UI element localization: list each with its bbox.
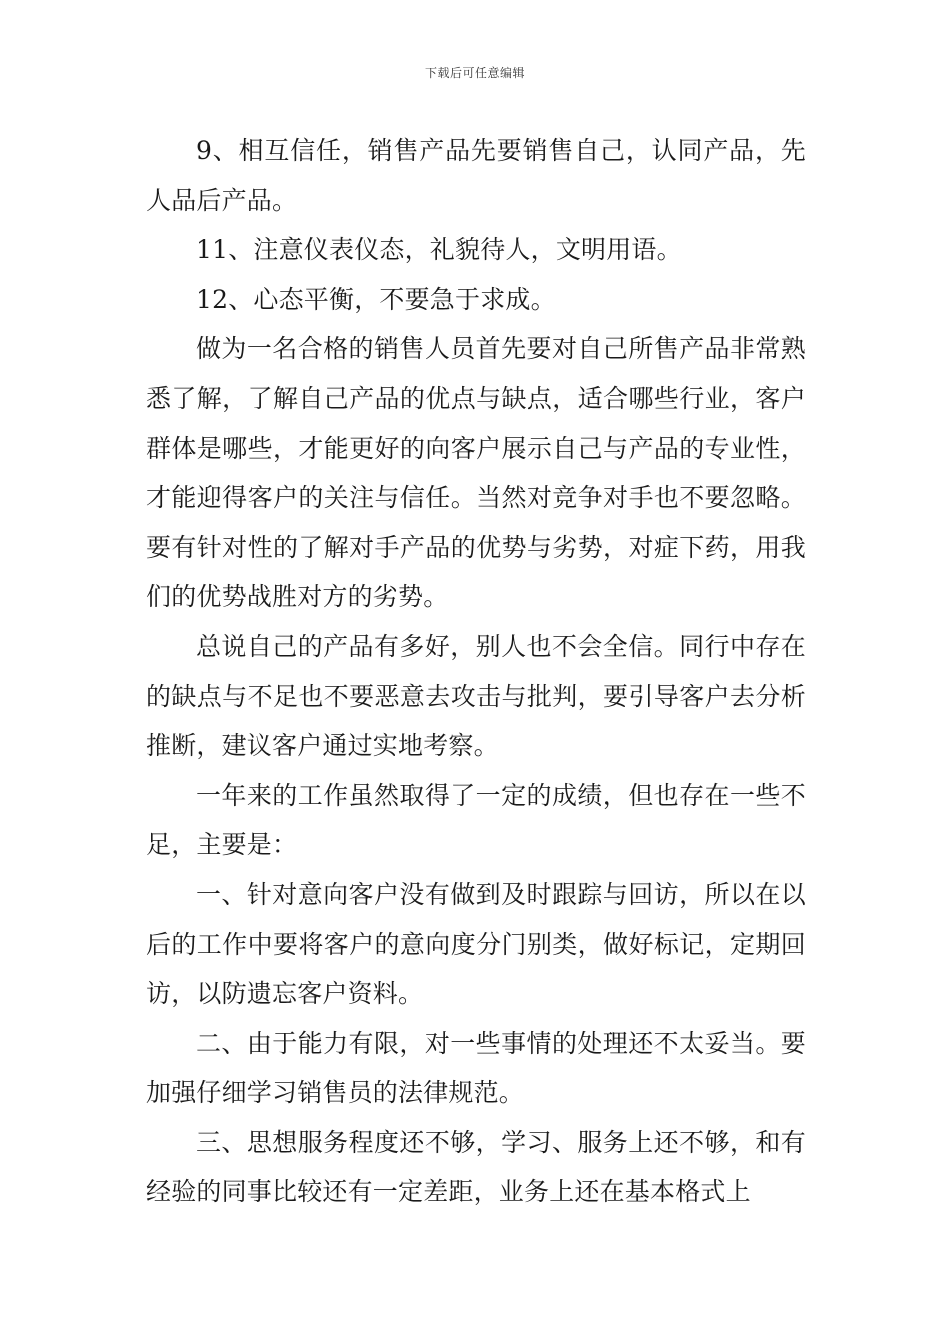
paragraph-customer-guidance: 总说自己的产品有多好，别人也不会全信。同行中存在的缺点与不足也不要恶意去攻击与批判，要引导客户去分析推断，建议客户通过实地考察。: [146, 631, 806, 761]
paragraph-item-12: 12、心态平衡，不要急于求成。: [196, 284, 556, 314]
document-body: [146, 126, 806, 1217]
page-header-note: 下载后可任意编辑: [424, 66, 525, 80]
paragraph-shortcomings-intro: 一年来的工作虽然取得了一定的成绩，但也存在一些不足，主要是：: [146, 780, 806, 860]
paragraph-product-knowledge: 做为一名合格的销售人员首先要对自己所售产品非常熟悉了解，了解自己产品的优点与缺点，适合哪些行业，客户群体是哪些，才能更好的向客户展示自己与产品的专业性，才能迎得客户的关注与信任。当然对竞争对手也不要忽略。要有针对性的了解对手产品的优势与劣势，对症下药，用我们的优势战胜对方的劣势。: [146, 334, 806, 612]
paragraph-item-9: 9、相互信任，销售产品先要销售自己，认同产品，先人品后产品。: [146, 136, 806, 215]
paragraph-shortcoming-3: 三、思想服务程度还不够，学习、服务上还不够，和有经验的同事比较还有一定差距，业务上还在基本格式上: [146, 1127, 806, 1207]
paragraph-shortcoming-1: 一、针对意向客户没有做到及时跟踪与回访，所以在以后的工作中要将客户的意向度分门别类，做好标记，定期回访，以防遗忘客户资料。: [146, 879, 806, 1009]
paragraph-shortcoming-2: 二、由于能力有限，对一些事情的处理还不太妥当。要加强仔细学习销售员的法律规范。: [146, 1028, 806, 1108]
paragraph-item-11: 11、注意仪表仪态，礼貌待人，文明用语。: [196, 235, 682, 265]
